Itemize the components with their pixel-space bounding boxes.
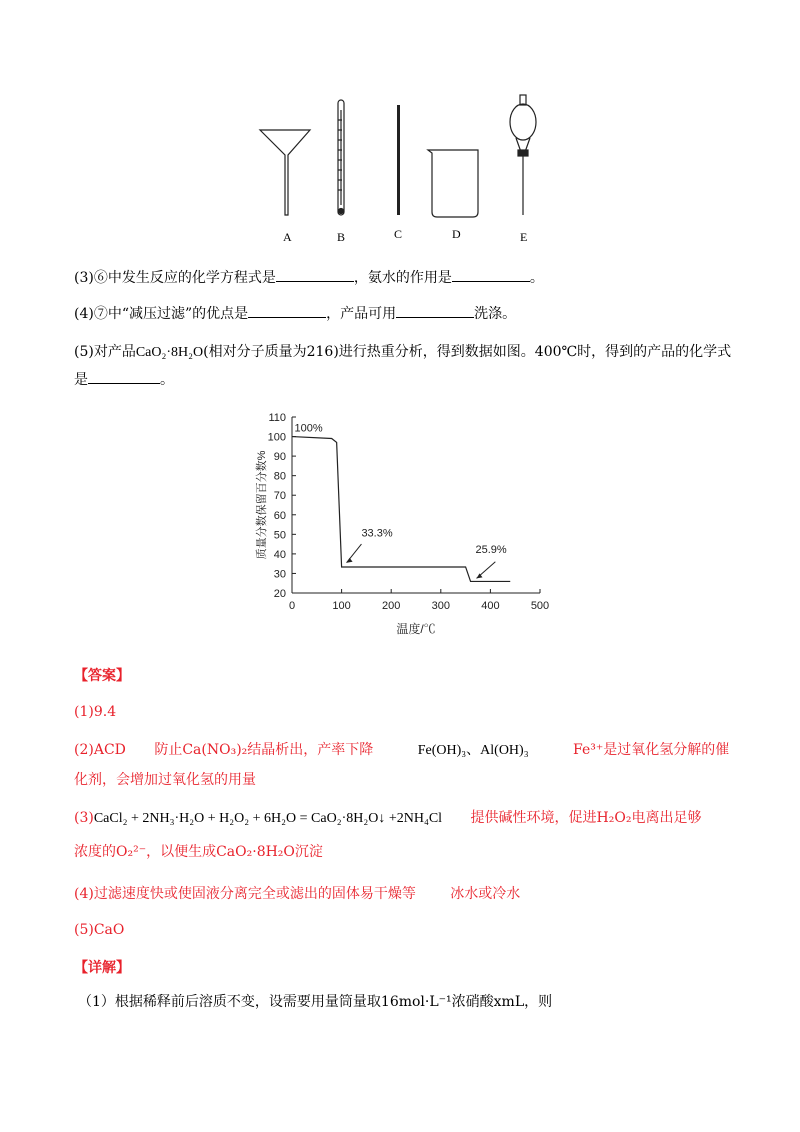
y-tick-label: 30 — [273, 568, 286, 581]
annotation-33-arrowhead — [347, 558, 353, 563]
question-3 — [74, 268, 544, 288]
q5-prefix: (5)对产品 — [74, 344, 136, 360]
y-tick-label: 90 — [273, 451, 286, 464]
annotation-25: 25.9% — [475, 543, 507, 556]
apparatus-label-d: D — [452, 227, 461, 241]
answer-3 — [74, 808, 701, 829]
annotation-100: 100% — [294, 422, 323, 435]
thermometer-icon — [338, 100, 344, 215]
x-tick-label: 200 — [382, 600, 401, 612]
question-5-line2 — [74, 370, 174, 390]
a3-text: 提供碱性环境，促进H₂O₂电离出足够 — [470, 810, 702, 826]
y-tick-label: 50 — [273, 529, 286, 542]
answer-blank — [248, 305, 326, 318]
x-tick-label: 400 — [481, 600, 500, 612]
q3-prefix: (3)⑥中发生反应的化学方程式是 — [74, 270, 276, 286]
q4-prefix: (4)⑦中“减压过滤”的优点是 — [74, 306, 249, 322]
q5-rest: (相对分子质量为216)进行热重分析，得到数据如图。400℃时，得到的产品的化学式 — [203, 344, 732, 360]
apparatus-label-e: E — [520, 230, 528, 244]
answer-3-line2: 浓度的O₂²⁻，以便生成CaO₂·8H₂O沉淀 — [74, 844, 323, 860]
detail-header: 【详解】 — [74, 960, 130, 976]
q5-formula: CaO₂·8H₂O — [135, 345, 204, 360]
y-axis-label: 质量分数保留百分数% — [256, 450, 268, 560]
a4-label: (4) — [74, 886, 94, 902]
a2-formula: Fe(OH)₃、Al(OH)₃ — [417, 743, 529, 758]
answer-header: 【答案】 — [74, 668, 130, 684]
answer-1: (1)9.4 — [74, 704, 117, 720]
answer-2-line2: 化剂，会增加过氧化氢的用量 — [74, 772, 256, 788]
thermogravimetric-chart — [245, 405, 555, 645]
question-5 — [74, 342, 731, 363]
y-tick-label: 60 — [273, 509, 286, 522]
y-tick-label: 40 — [273, 548, 286, 561]
glass-rod-icon — [397, 105, 400, 215]
a4-text: 过滤速度快或使固液分离完全或滤出的固体易干燥等 — [93, 886, 416, 902]
funnel-icon — [260, 130, 310, 215]
a2-text1: 防止Ca(NO₃)₂结晶析出，产率下降 — [154, 742, 374, 758]
x-axis-label: 温度/℃ — [396, 622, 436, 636]
x-tick-label: 100 — [332, 600, 351, 612]
a2-label: (2)ACD — [74, 742, 126, 758]
answer-4 — [74, 884, 520, 904]
q5-end: 。 — [160, 372, 174, 388]
annotation-33: 33.3% — [361, 527, 393, 540]
a3-label: (3) — [74, 810, 94, 826]
answer-5: (5)CaO — [74, 922, 125, 938]
x-tick-label: 0 — [288, 600, 296, 612]
apparatus-label-a: A — [283, 230, 292, 244]
beaker-icon — [428, 150, 478, 217]
detail-line-1: （1）根据稀释前后溶质不变，设需要用量筒量取16mol·L⁻¹浓硝酸xmL，则 — [78, 994, 553, 1010]
answer-blank — [452, 269, 530, 282]
a4-text2: 冰水或冷水 — [450, 886, 521, 902]
question-4 — [74, 304, 516, 324]
answer-2 — [74, 740, 729, 761]
y-tick-label: 100 — [267, 431, 286, 444]
q3-mid: ，氨水的作用是 — [353, 270, 452, 286]
apparatus-label-c: C — [394, 227, 403, 241]
data-line — [292, 437, 510, 582]
y-tick-label: 70 — [273, 490, 286, 503]
q4-end: 洗涤。 — [474, 306, 517, 322]
y-tick-label: 110 — [268, 412, 286, 424]
x-tick-label: 500 — [530, 600, 550, 612]
q3-end: 。 — [529, 270, 544, 286]
apparatus-label-b: B — [337, 230, 346, 244]
answer-blank — [396, 305, 474, 318]
q5-line2: 是 — [74, 372, 88, 388]
y-tick-label: 80 — [273, 470, 286, 483]
x-tick-label: 300 — [431, 600, 450, 612]
q4-mid: ，产品可用 — [326, 306, 397, 322]
answer-blank — [88, 371, 160, 384]
answer-blank — [276, 269, 354, 282]
a2-text2: Fe³⁺是过氧化氢分解的催 — [573, 742, 730, 758]
y-tick-label: 20 — [273, 588, 286, 600]
apparatus-figure — [240, 90, 570, 230]
separatory-funnel-icon — [510, 95, 536, 215]
a3-equation: CaCl₂ + 2NH₃·H₂O + H₂O₂ + 6H₂O = CaO₂·8H₂O↓ +2NH₄Cl — [93, 811, 443, 826]
